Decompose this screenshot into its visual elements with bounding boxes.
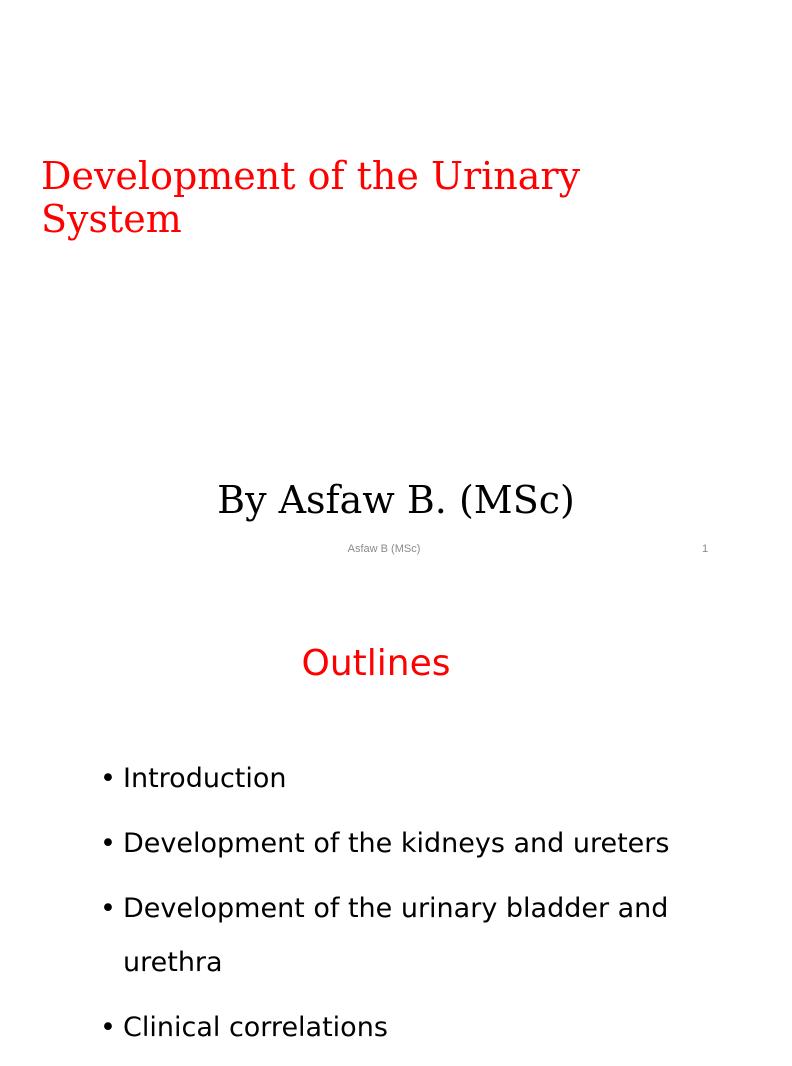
list-item	[100, 817, 740, 871]
list-item-text: Development of the kidneys and ureters	[123, 828, 670, 859]
list-item-text: Development of the urinary bladder and urethra	[123, 893, 669, 978]
bullet-icon: •	[100, 763, 116, 794]
slide-footer: Asfaw B (MSc)	[347, 543, 421, 555]
bullet-icon: •	[100, 893, 116, 924]
outline-list	[100, 752, 740, 1066]
list-item	[100, 882, 740, 990]
bullet-icon: •	[100, 828, 116, 859]
outline-heading: Outlines	[301, 643, 451, 684]
list-item	[100, 752, 740, 806]
slide-outlines	[0, 576, 768, 1043]
page-number: 1	[702, 543, 709, 555]
author-line: By Asfaw B. (MSc)	[217, 478, 575, 522]
slide-title-text: Development of the Urinary System	[41, 154, 581, 241]
list-item-text: Clinical correlations	[123, 1012, 388, 1043]
bullet-icon: •	[100, 1012, 116, 1043]
list-item-text: Introduction	[123, 763, 287, 794]
list-item	[100, 1001, 740, 1055]
